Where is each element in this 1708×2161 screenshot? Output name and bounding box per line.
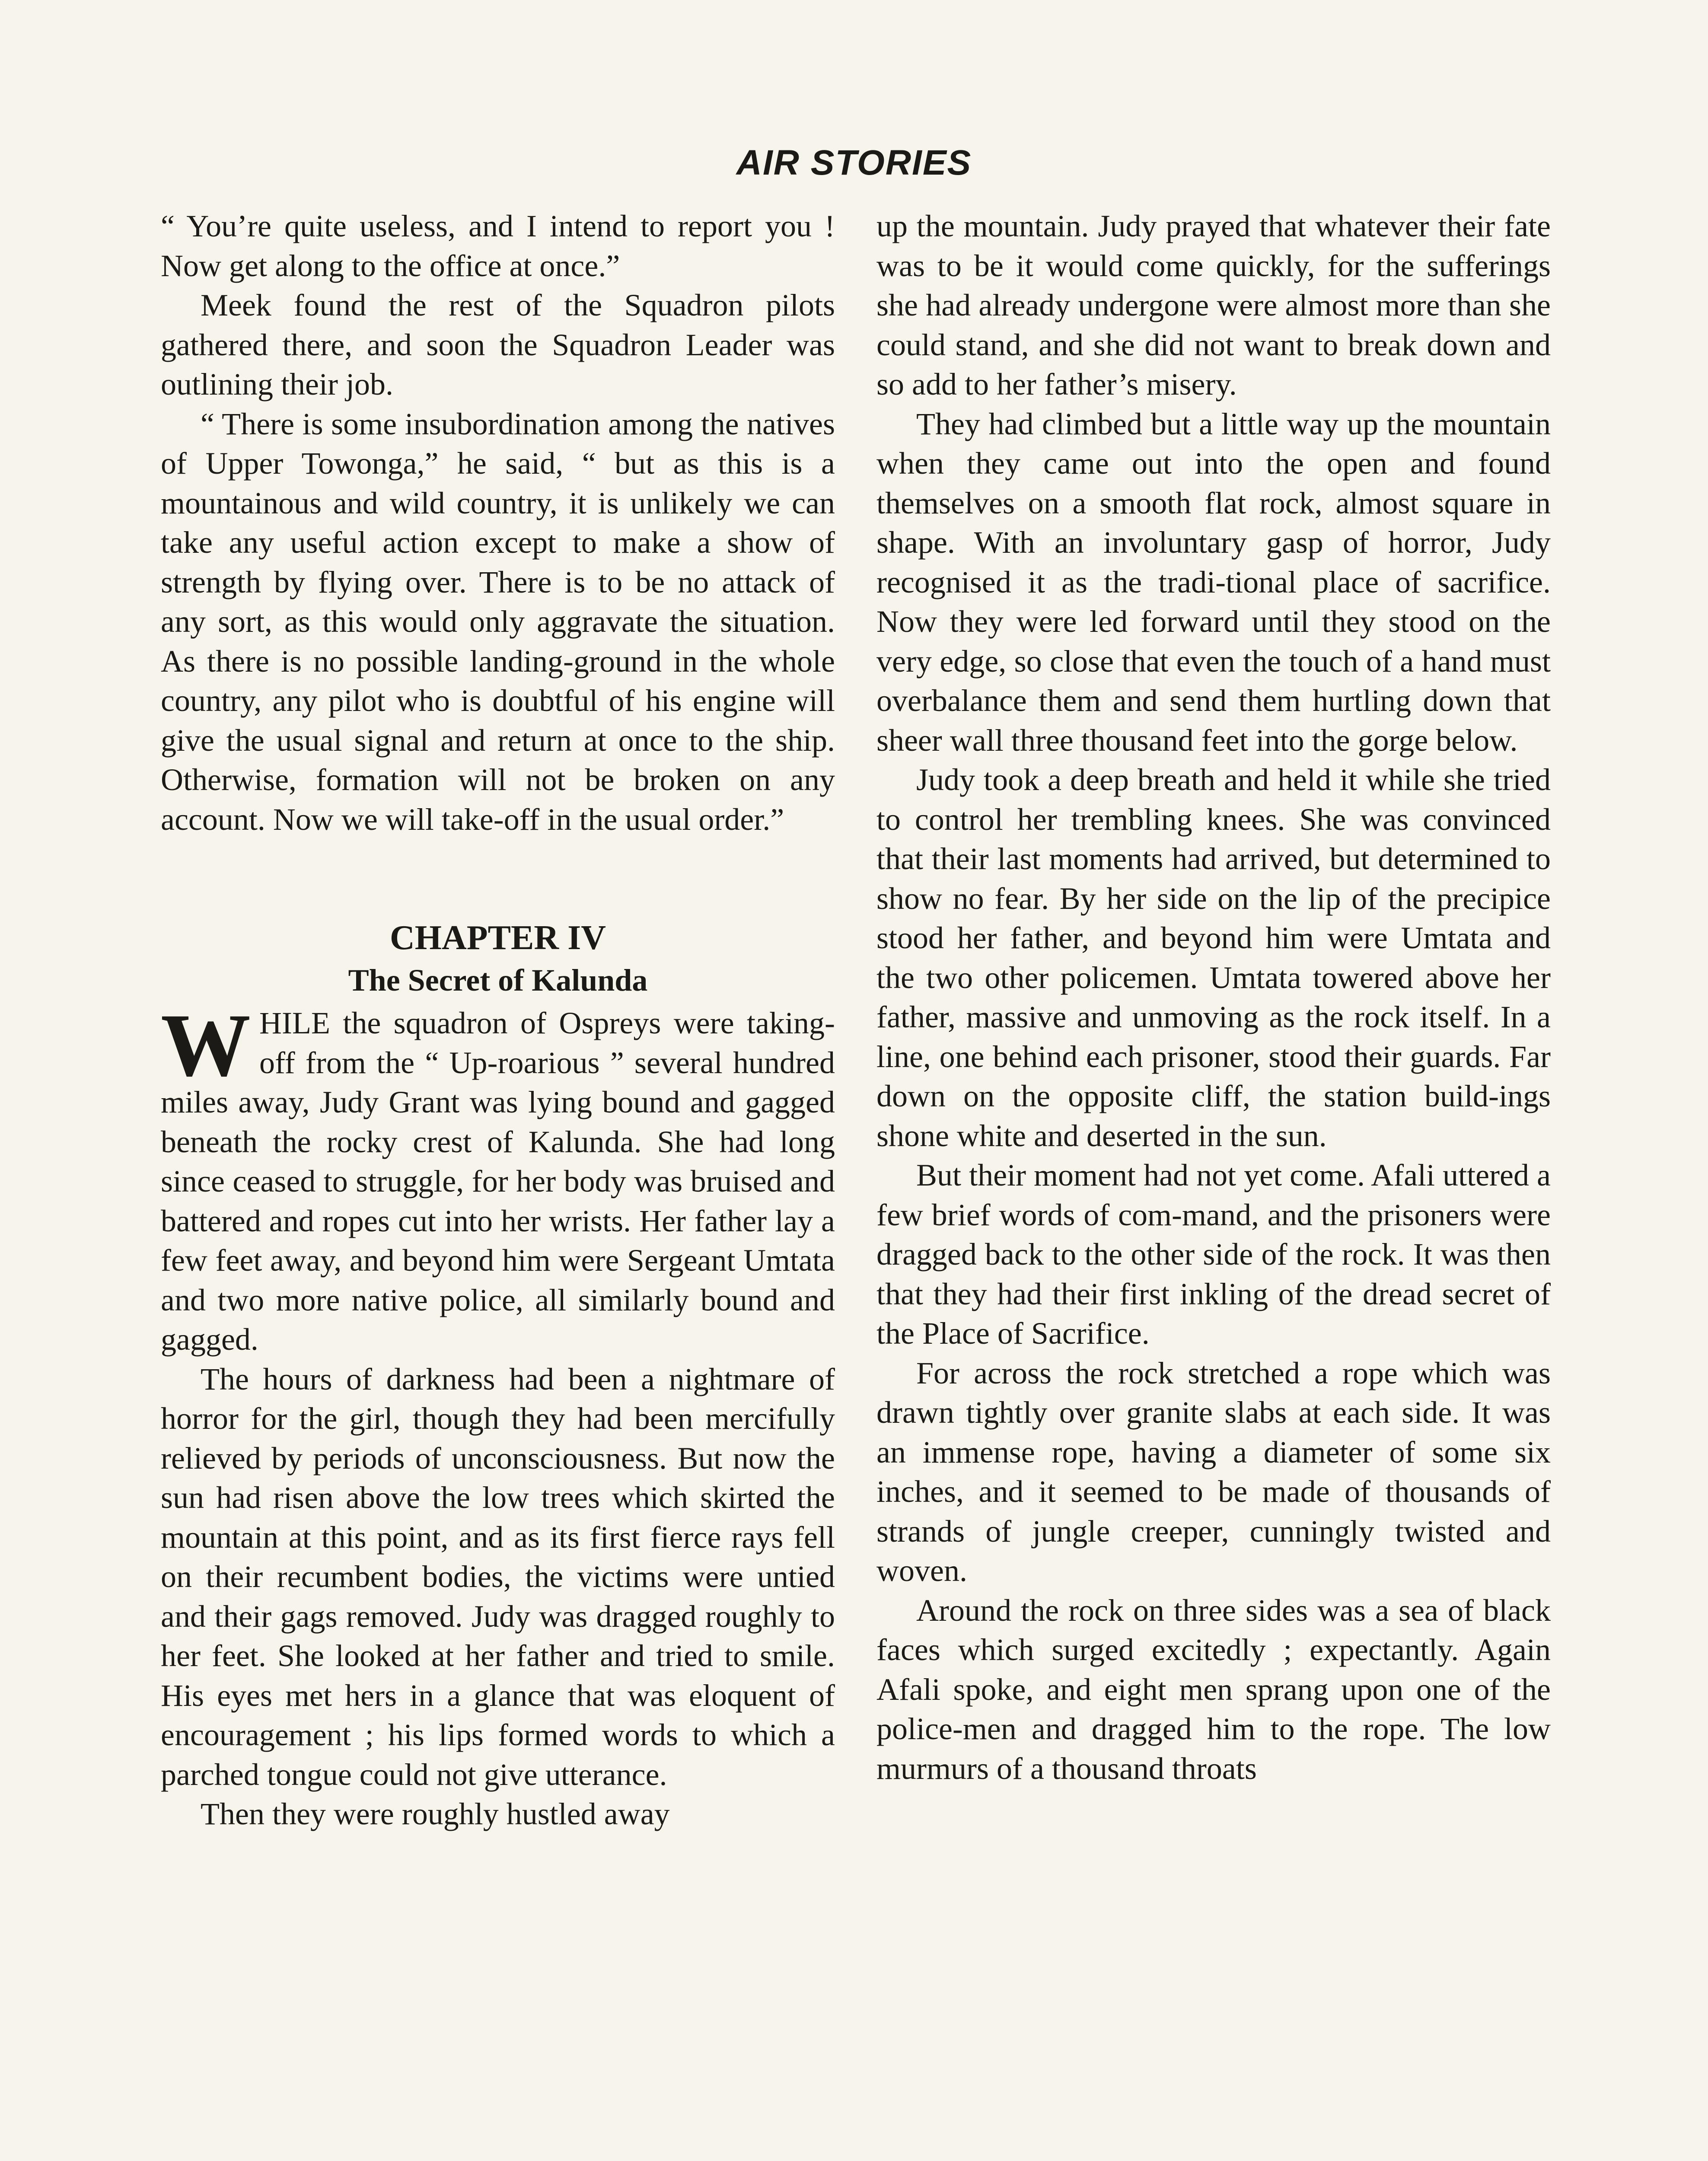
paragraph: Then they were roughly hustled away: [201, 1797, 670, 1831]
paragraph: But their moment had not yet come. Afali uttered a few brief words of com-mand, and the prisoners were dragged back to the other side of the rock. It was then that they had their first inkling of the dread secret of the Place of Sacrifice.: [876, 1158, 1551, 1351]
paragraph: Judy took a deep breath and held it while she tried to control her trembling knees. She was convinced that their last moments had arrived, but determined to show no fear. By her side on the lip of the precipice stood her father, and beyond him were Umtata and the two other policemen. Umtata towered above her father, massive and unmoving as the rock itself. In a line, one behind each prisoner, stood their guards. Far down on the opposite cliff, the station build-ings shone white and deserted in the sun.: [876, 762, 1551, 1153]
left-column: [161, 207, 835, 1834]
chapter-title: CHAPTER IV: [389, 919, 606, 957]
drop-cap: W: [161, 995, 251, 1095]
paragraph: For across the rock stretched a rope which was drawn tightly over granite slabs at each side. It was an immense rope, having a diameter of some six inches, and it seemed to be made of thousands of strands of jungle creeper, cunningly twisted and woven.: [876, 1355, 1551, 1588]
paragraph: They had climbed but a little way up the mountain when they came out into the open and found themselves on a smooth flat rock, almost square in shape. With an involuntary gasp of horror, Judy recognised it as the tradi-tional place of sacrifice. Now they were led forward until they stood on the very edge, so close that even the touch of a hand must overbalance them and send them hurtling down that sheer wall three thousand feet into the gorge below.: [876, 406, 1551, 758]
opening-paragraph-text: HILE the squadron of Ospreys were taking-off from the “ Up-roarious ” several hundred miles away, Judy Grant was lying bound and gagged beneath the rocky crest of Kalunda. She had long since ceased to struggle, for her body was bruised and battered and ropes cut into her wrists. Her father lay a few feet away, and beyond him were Sergeant Umtata and two more native police, all similarly bound and gagged.: [161, 1006, 835, 1357]
paragraph: Around the rock on three sides was a sea of black faces which surged excitedly ; expectantly. Again Afali spoke, and eight men sprang upon one of the police-men and dragged him to the rope. The low murmurs of a thousand throats: [876, 1593, 1551, 1786]
running-head: AIR STORIES: [736, 143, 972, 182]
paragraph: up the mountain. Judy prayed that whatever their fate was to be it would come quickly, for the sufferings she had already undergone were almost more than she could stand, and she did not want to break down and so add to her father’s misery.: [876, 209, 1551, 402]
chapter-subtitle: The Secret of Kalunda: [348, 963, 648, 998]
chapter-heading: [161, 917, 835, 1002]
paragraph: “ There is some insubordination among the natives of Upper Towonga,” he said, “ but as this is a mountainous and wild country, it is unlikely we can take any useful action except to make a show of strength by flying over. There is to be no attack of any sort, as this would only aggravate the situation. As there is no possible landing-ground in the whole country, any pilot who is doubtful of his engine will give the usual signal and return at once to the ship. Otherwise, formation will not be broken on any account. Now we will take-off in the usual order.”: [161, 406, 835, 837]
paragraph: “ You’re quite useless, and I intend to report you ! Now get along to the office at once.”: [161, 209, 835, 283]
right-column: [876, 207, 1551, 1788]
paragraph: The hours of darkness had been a nightmare of horror for the girl, though they had been mercifully relieved by periods of unconsciousness. But now the sun had risen above the low trees which skirted the mountain at this point, and as its first fierce rays fell on their recumbent bodies, the victims were untied and their gags removed. Judy was dragged roughly to her feet. She looked at her father and tried to smile. His eyes met hers in a glance that was eloquent of encouragement ; his lips formed words to which a parched tongue could not give utterance.: [161, 1361, 835, 1792]
paragraph: Meek found the rest of the Squadron pilots gathered there, and soon the Squadron Leader was outlining their job.: [161, 288, 835, 402]
chapter-opening-paragraph: [161, 995, 835, 1360]
